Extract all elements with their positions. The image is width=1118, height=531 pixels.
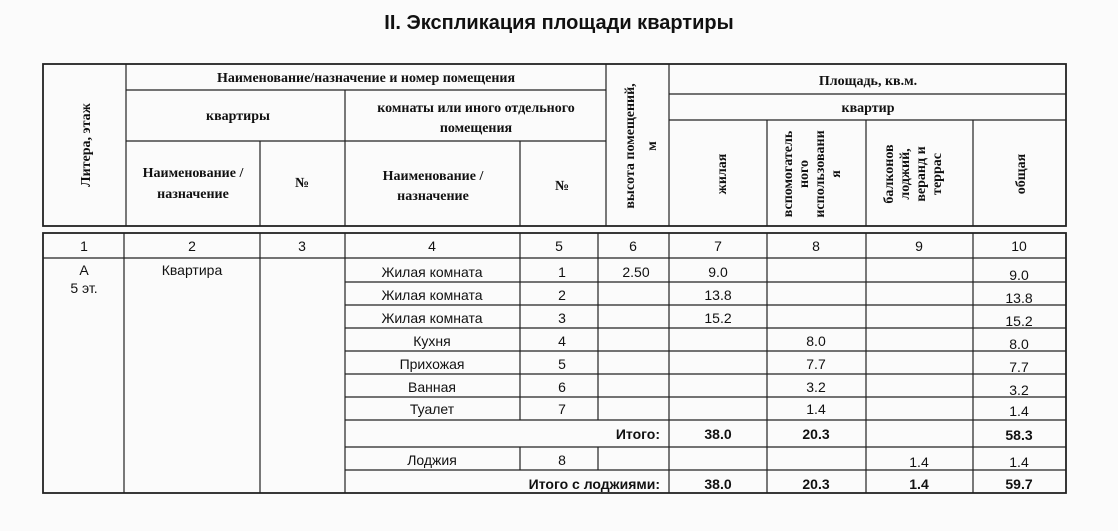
header-obshaya: общая — [1014, 153, 1029, 195]
header-vspom-3: использовани — [813, 130, 828, 218]
room-name: Жилая комната — [381, 264, 483, 280]
room-name: Кухня — [413, 333, 451, 349]
column-number: 4 — [428, 238, 436, 254]
column-number: 5 — [555, 238, 563, 254]
room-rows — [381, 264, 1032, 419]
litera-value: А — [79, 262, 89, 278]
subtotal-row — [616, 426, 1033, 443]
header-litera: Литера, этаж — [79, 103, 94, 187]
column-number: 6 — [629, 238, 637, 254]
room-height: 2.50 — [622, 264, 650, 280]
header-no-apt: № — [294, 176, 310, 191]
column-number: 10 — [1011, 238, 1027, 254]
subtotal-label: Итого: — [615, 426, 660, 442]
page-title: II. Экспликация площади квартиры — [384, 12, 734, 34]
header-naim-room-1: Наименование / — [382, 169, 484, 184]
room-aux-area: 8.0 — [806, 333, 826, 349]
room-living-area: 9.0 — [708, 264, 728, 280]
total-label: Итого с лоджиями: — [528, 476, 660, 492]
total-total: 59.7 — [1005, 476, 1033, 492]
header-height-1: высота помещений, — [623, 83, 638, 209]
floor-value: 5 эт. — [70, 280, 98, 296]
room-name: Прихожая — [399, 356, 465, 372]
column-number: 1 — [80, 238, 88, 254]
header-zhilaya: жилая — [715, 153, 730, 195]
header-naim-apt-1: Наименование / — [142, 166, 244, 181]
header-area: Площадь, кв.м. — [818, 74, 918, 89]
total-aux: 20.3 — [802, 476, 830, 492]
room-aux-area: 1.4 — [806, 401, 826, 417]
header-vspom-2: ного — [797, 159, 812, 189]
room-total-area: 7.7 — [1009, 359, 1029, 375]
total-living: 38.0 — [704, 476, 732, 492]
header-vspom-4: я — [829, 170, 844, 178]
room-name: Туалет — [409, 401, 455, 417]
header-naming: Наименование/назначение и номер помещения — [216, 71, 516, 86]
loggia-row — [407, 452, 1029, 470]
room-total-area: 1.4 — [1009, 403, 1029, 419]
room-number: 7 — [558, 401, 566, 417]
room-name: Жилая комната — [381, 287, 483, 303]
room-number: 3 — [558, 310, 566, 326]
loggia-total-area: 1.4 — [1009, 454, 1029, 470]
room-number: 5 — [558, 356, 566, 372]
header-balk-2: лоджий, — [898, 148, 913, 200]
room-number: 6 — [558, 379, 566, 395]
loggia-balcony-area: 1.4 — [909, 454, 929, 470]
room-total-area: 8.0 — [1009, 336, 1029, 352]
column-number: 8 — [812, 238, 820, 254]
apartment-name: Квартира — [161, 262, 223, 278]
room-total-area: 9.0 — [1009, 267, 1029, 283]
column-number: 3 — [298, 238, 306, 254]
header-komnaty-line2: помещения — [439, 121, 513, 136]
column-numbers-row — [80, 238, 1027, 254]
room-name: Жилая комната — [381, 310, 483, 326]
header-kvartiry: квартиры — [206, 109, 270, 124]
room-total-area: 3.2 — [1009, 382, 1029, 398]
header-naim-apt-2: назначение — [157, 187, 229, 202]
room-total-area: 13.8 — [1005, 290, 1033, 306]
column-number: 2 — [188, 238, 196, 254]
room-aux-area: 3.2 — [806, 379, 826, 395]
subtotal-aux: 20.3 — [802, 426, 830, 442]
header-naim-room-2: назначение — [397, 189, 469, 204]
loggia-name: Лоджия — [407, 452, 457, 468]
column-number: 9 — [915, 238, 923, 254]
room-total-area: 15.2 — [1005, 313, 1033, 329]
header-balk-4: террас — [930, 153, 945, 195]
column-number: 7 — [714, 238, 722, 254]
header-komnaty-line1: комнаты или иного отдельного — [377, 101, 575, 116]
subtotal-total: 58.3 — [1005, 427, 1033, 443]
subtotal-living: 38.0 — [704, 426, 732, 442]
room-name: Ванная — [408, 379, 456, 395]
room-living-area: 13.8 — [704, 287, 732, 303]
room-number: 2 — [558, 287, 566, 303]
room-number: 4 — [558, 333, 566, 349]
header-height-2: м — [645, 141, 660, 151]
header-no-room: № — [554, 179, 570, 194]
header-balk-3: веранд и — [914, 146, 929, 202]
room-number: 1 — [558, 264, 566, 280]
room-aux-area: 7.7 — [806, 356, 826, 372]
total-row — [529, 476, 1033, 492]
header-area-kv: квартир — [841, 101, 895, 116]
total-balcony: 1.4 — [909, 476, 929, 492]
header-vspom-1: вспомогатель — [781, 130, 796, 218]
header-balk-1: балконов — [882, 144, 897, 204]
room-living-area: 15.2 — [704, 310, 732, 326]
loggia-number: 8 — [558, 452, 566, 468]
